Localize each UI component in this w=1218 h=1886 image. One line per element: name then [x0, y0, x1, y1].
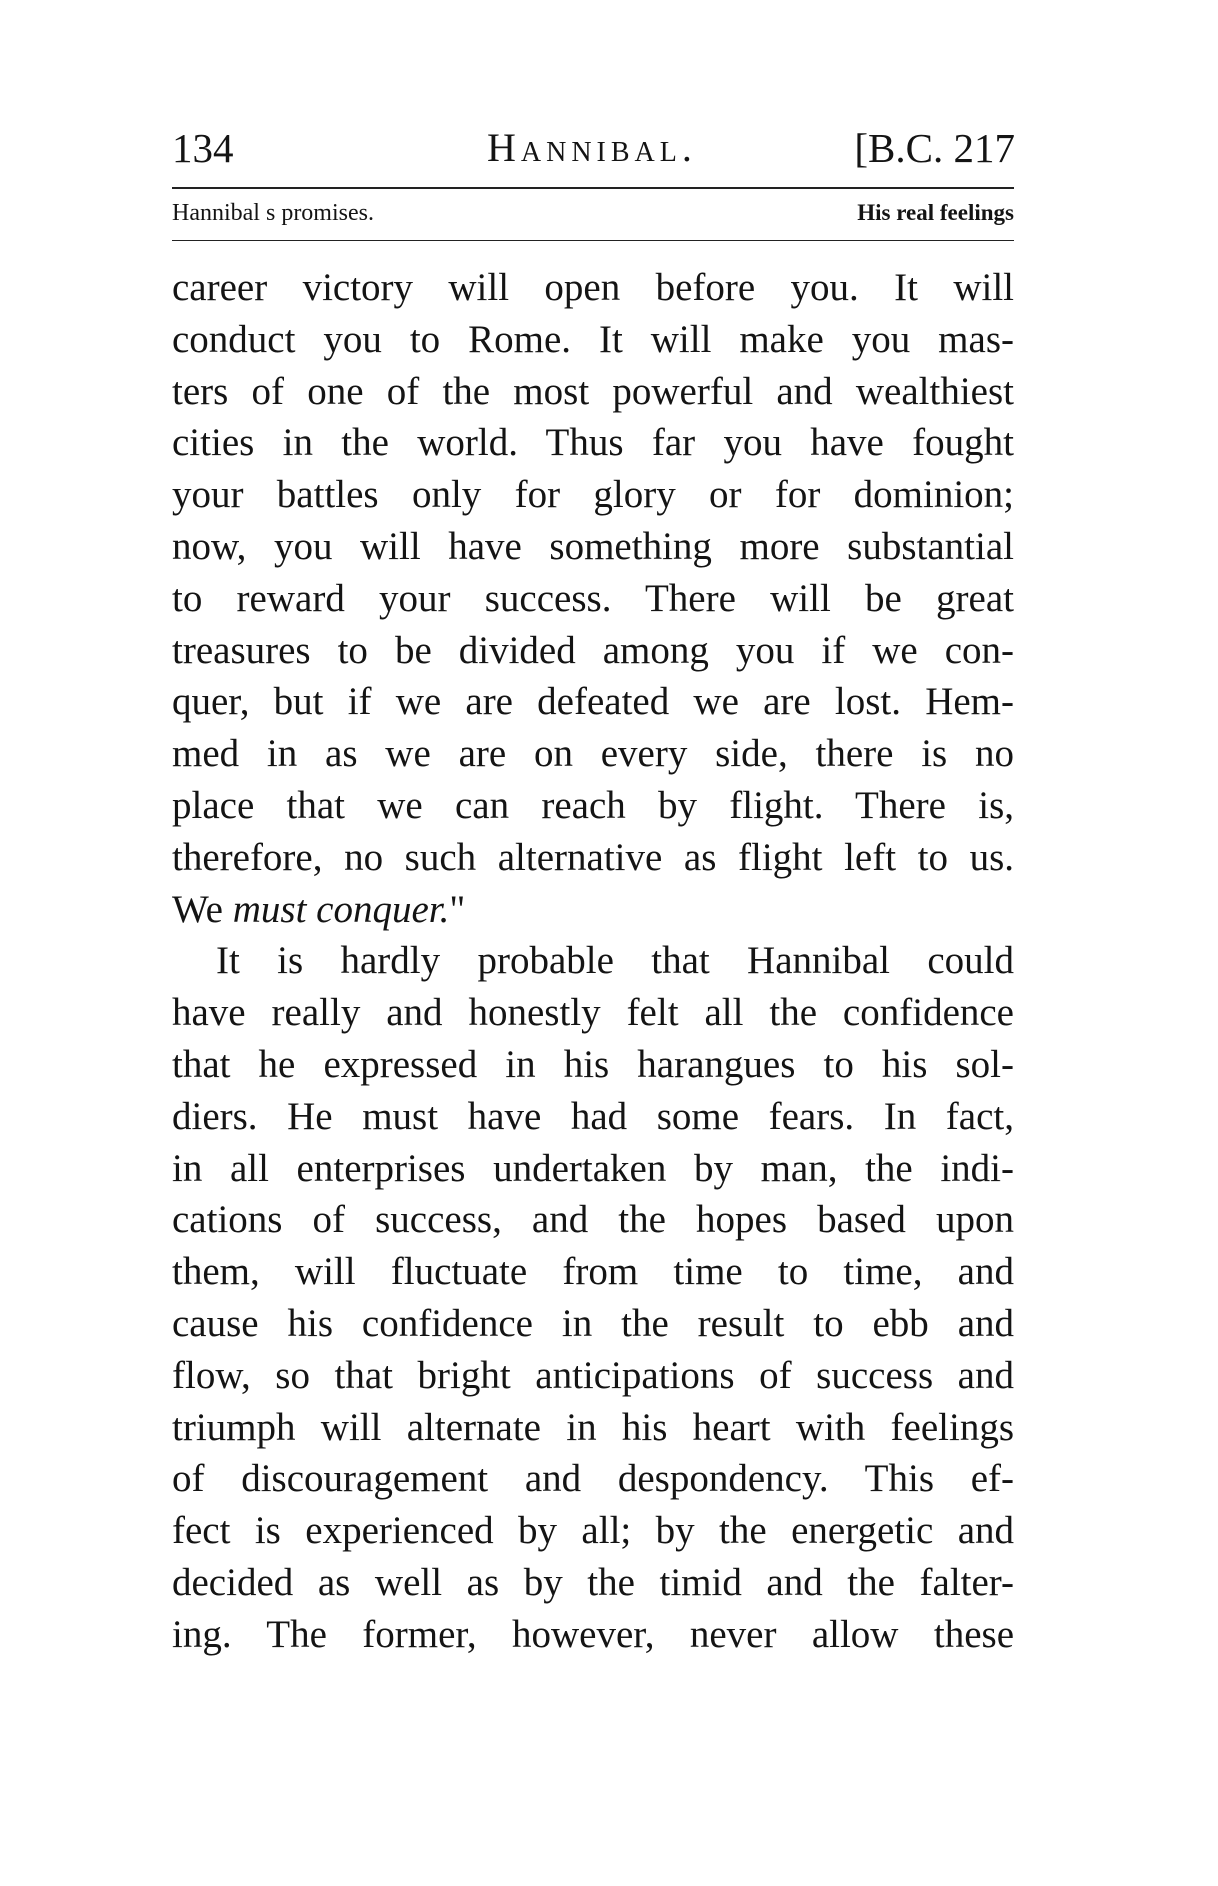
date-mark: [B.C. 217 — [854, 125, 1015, 171]
text-line: conduct you to Rome. It will make you mas- — [172, 317, 1014, 361]
text-line: now, you will have something more substantial — [172, 524, 1014, 568]
emphasis-text: must conquer. — [232, 887, 450, 931]
text-line: decided as well as by the timid and the falter- — [172, 1560, 1014, 1604]
text-line: in all enterprises undertaken by man, the indi- — [172, 1146, 1014, 1190]
header-rule-bottom — [172, 240, 1014, 241]
text-line: ing. The former, however, never allow these — [172, 1612, 1014, 1656]
text-line: to reward your success. There will be great — [172, 576, 1014, 620]
closing-quote: " — [449, 887, 466, 931]
book-title: Hannibal. — [487, 125, 697, 170]
final-line-start: We — [172, 887, 233, 931]
text-line: med in as we are on every side, there is no — [172, 732, 1014, 776]
side-note-left: Hannibal s promises. — [172, 200, 374, 226]
text-line: place that we can reach by flight. There is, — [172, 783, 1014, 827]
text-line: flow, so that bright anticipations of success and — [172, 1353, 1014, 1397]
text-line: of discouragement and despondency. This ef- — [172, 1457, 1014, 1501]
text-line: them, will fluctuate from time to time, and — [172, 1250, 1014, 1294]
side-note-right: His real feelings — [857, 200, 1014, 225]
text-line: triumph will alternate in his heart with feelings — [172, 1405, 1014, 1449]
text-line: have really and honestly felt all the confidence — [172, 991, 1014, 1035]
text-line: ters of one of the most powerful and wealthiest — [172, 369, 1014, 413]
page-number: 134 — [172, 125, 234, 171]
text-line: cities in the world. Thus far you have fought — [172, 421, 1014, 465]
text-line: career victory will open before you. It will — [172, 266, 1014, 309]
text-line: treasures to be divided among you if we con- — [172, 628, 1014, 672]
body-text — [172, 262, 1014, 1661]
text-line: diers. He must have had some fears. In fact, — [172, 1094, 1014, 1138]
text-line: cations of success, and the hopes based upon — [172, 1198, 1014, 1242]
text-line: fect is experienced by all; by the energetic and — [172, 1509, 1014, 1553]
text-line: cause his confidence in the result to ebb and — [172, 1301, 1014, 1345]
header-rule-top — [172, 187, 1014, 189]
text-line: that he expressed in his harangues to his sol- — [172, 1042, 1014, 1086]
paragraph-1 — [172, 262, 1014, 935]
text-line: It is hardly probable that Hannibal could — [216, 939, 1014, 983]
text-line: your battles only for glory or for dominion; — [172, 473, 1014, 517]
text-line: quer, but if we are defeated we are lost. Hem- — [172, 680, 1014, 724]
running-head — [172, 124, 1015, 184]
paragraph-2 — [172, 935, 1014, 1660]
text-line-final — [172, 884, 1014, 936]
text-line: therefore, no such alternative as flight left to us. — [172, 835, 1014, 879]
